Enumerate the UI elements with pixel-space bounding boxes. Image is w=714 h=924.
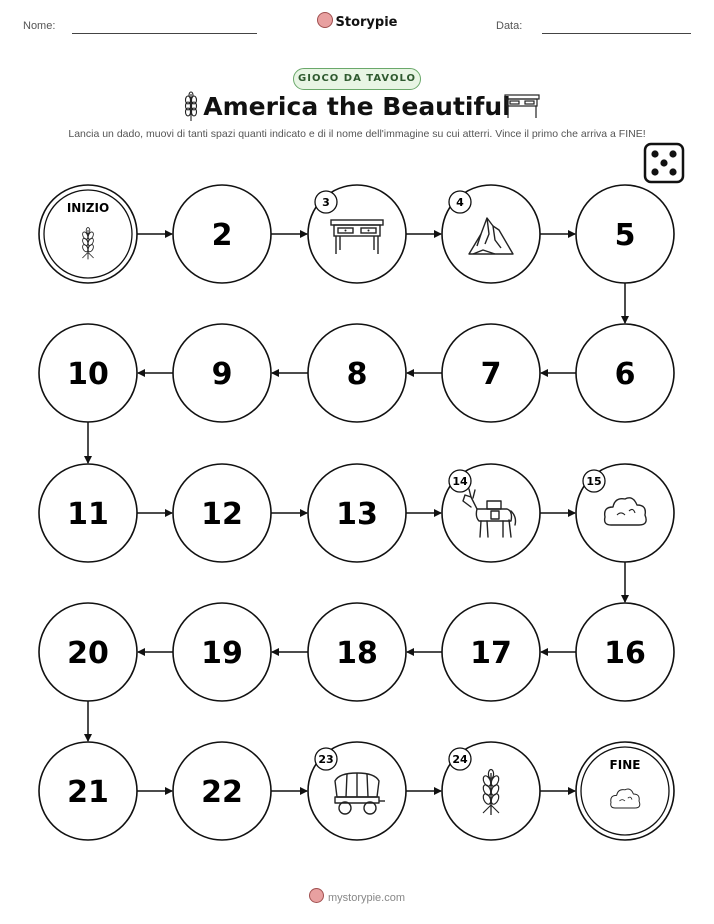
board-space-3 xyxy=(308,185,406,283)
board-space-13 xyxy=(308,464,406,562)
space-number: 7 xyxy=(480,357,502,392)
space-number: 11 xyxy=(67,497,109,532)
board-space-14 xyxy=(442,464,540,562)
board-space-24 xyxy=(442,742,540,840)
board-space-16 xyxy=(576,603,674,701)
board-space-20 xyxy=(39,603,137,701)
space-number: 23 xyxy=(318,753,334,766)
space-label: INIZIO xyxy=(66,201,110,215)
page-title: America the Beautiful xyxy=(203,92,511,121)
date-label: Data: xyxy=(496,20,523,32)
footer-url[interactable]: mystorypie.com xyxy=(327,892,406,904)
name-label: Nome: xyxy=(23,20,56,32)
space-number: 17 xyxy=(470,636,512,671)
board-space-19 xyxy=(173,603,271,701)
board-space-23 xyxy=(308,742,406,840)
space-number: 19 xyxy=(201,636,243,671)
space-number: 9 xyxy=(211,357,233,392)
space-number: 5 xyxy=(614,218,636,253)
space-number: 13 xyxy=(336,497,378,532)
board-space-9 xyxy=(173,324,271,422)
space-number: 15 xyxy=(586,475,602,488)
space-number: 2 xyxy=(211,218,233,253)
board-space-1 xyxy=(39,185,137,283)
space-circle xyxy=(576,742,674,840)
board-space-12 xyxy=(173,464,271,562)
space-number: 14 xyxy=(452,475,468,488)
board-space-18 xyxy=(308,603,406,701)
board-space-11 xyxy=(39,464,137,562)
board-space-25 xyxy=(576,742,674,840)
space-number: 21 xyxy=(67,775,109,810)
space-number: 10 xyxy=(67,357,109,392)
brand-name: Storypie xyxy=(335,15,398,30)
board-space-17 xyxy=(442,603,540,701)
space-number: 3 xyxy=(322,196,330,209)
space-number: 18 xyxy=(336,636,378,671)
board-space-6 xyxy=(576,324,674,422)
board-space-8 xyxy=(308,324,406,422)
space-label: FINE xyxy=(609,758,641,772)
board-space-7 xyxy=(442,324,540,422)
instructions: Lancia un dado, muovi di tanti spazi quanti indicato e di il nome dell'immagine su cui atterri. Vince il primo che arriva a FINE! xyxy=(68,128,646,140)
space-number: 4 xyxy=(456,196,464,209)
board-space-15 xyxy=(576,464,674,562)
space-number: 24 xyxy=(452,753,468,766)
board-space-2 xyxy=(173,185,271,283)
board-space-22 xyxy=(173,742,271,840)
board-space-4 xyxy=(442,185,540,283)
space-number: 8 xyxy=(346,357,368,392)
game-type-badge: GIOCO DA TAVOLO xyxy=(293,68,421,90)
footer-logo-icon xyxy=(309,888,324,903)
space-number: 16 xyxy=(604,636,646,671)
space-number: 20 xyxy=(67,636,109,671)
space-number: 12 xyxy=(201,497,243,532)
board-space-10 xyxy=(39,324,137,422)
space-number: 22 xyxy=(201,775,243,810)
board-space-5 xyxy=(576,185,674,283)
footer xyxy=(0,888,714,904)
board-space-21 xyxy=(39,742,137,840)
space-number: 6 xyxy=(614,357,636,392)
